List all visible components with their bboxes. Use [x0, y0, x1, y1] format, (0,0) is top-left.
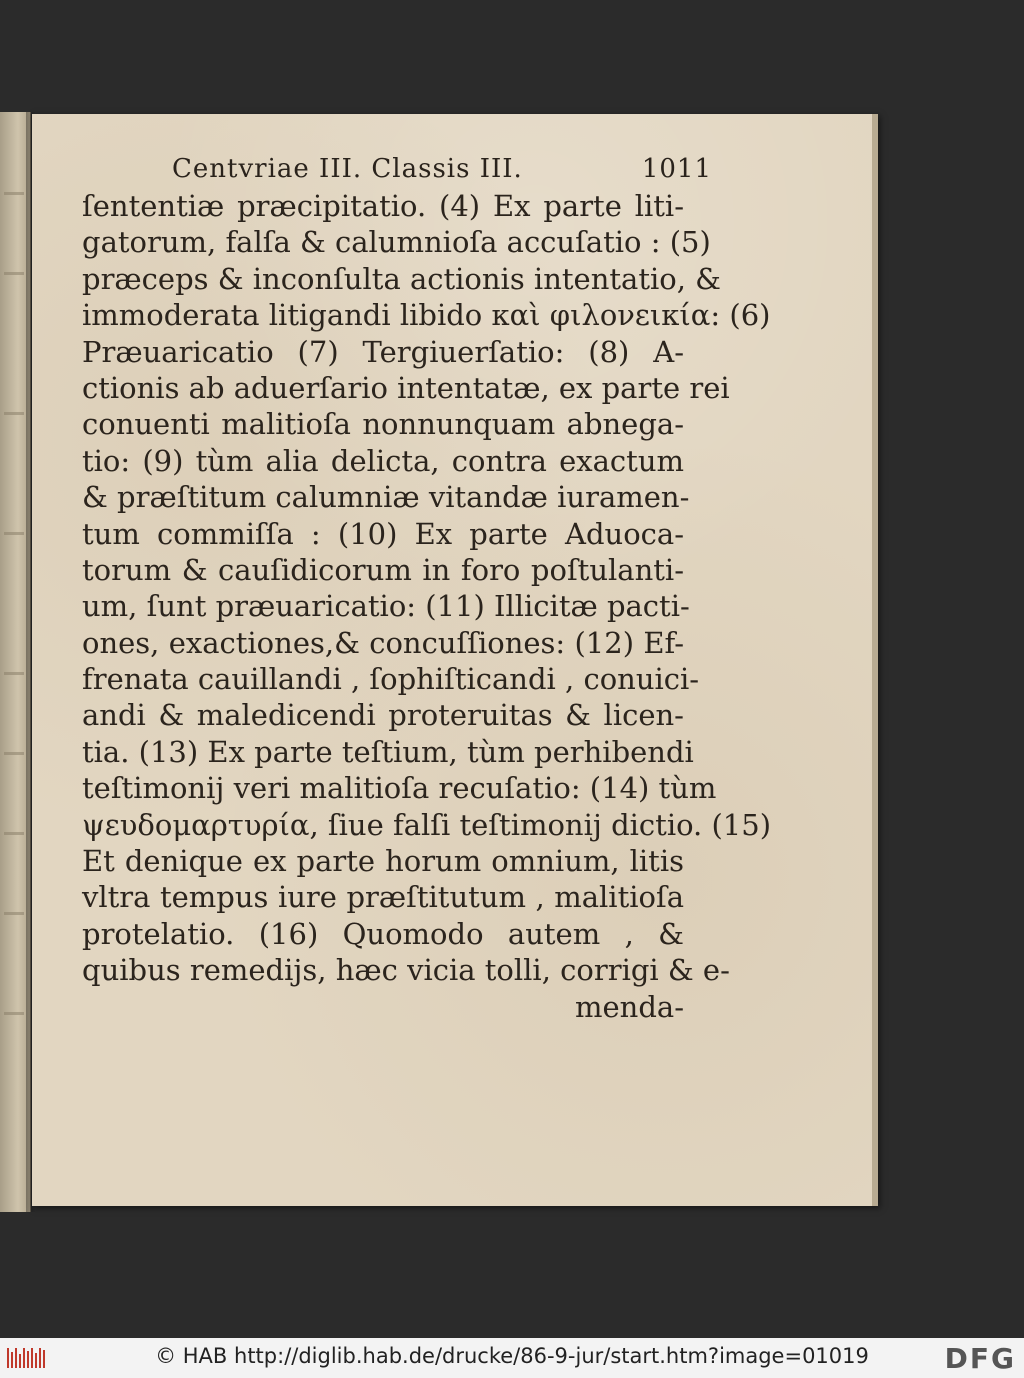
text-line: & præſtitum calumniæ vitandæ iuramen- [82, 480, 690, 515]
text-line: torum & cauſidicorum in foro poſtulanti- [82, 552, 684, 587]
text-line: præceps & inconſulta actionis intentatio, & [82, 261, 721, 296]
page-number: 1011 [641, 154, 712, 184]
text-line: frenata cauillandi , ſophiſticandi , conuici- [82, 662, 700, 697]
text-line: tio: (9) tùm alia delicta, contra exactum [82, 443, 684, 478]
text-line: protelatio. (16) Quomodo autem , & [82, 916, 684, 951]
catchword: menda- [575, 989, 684, 1024]
text-line: ctionis ab aduerſario intentatæ, ex parte rei [82, 370, 730, 405]
text-line: conuenti malitioſa nonnunquam abnega- [82, 407, 684, 442]
footer-bar [0, 1338, 1024, 1378]
dfg-logo: DFG [944, 1342, 1016, 1375]
text-line: tia. (13) Ex parte teſtium, tùm perhibendi [82, 734, 694, 769]
book-page [32, 114, 878, 1206]
header-title: Centvriae III. Classis III. [172, 154, 523, 184]
text-line: ones, exactiones,& concuſſiones: (12) Ef- [82, 625, 684, 660]
text-line: tum commiſſa : (10) Ex parte Aduoca- [82, 516, 684, 551]
body-text [82, 188, 772, 1025]
text-line: ſententiæ præcipitatio. (4) Ex parte liti- [82, 189, 684, 223]
text-line: vltra tempus iure præſtitutum , malitioſa [82, 880, 684, 915]
text-line: andi & maledicendi proteruitas & licen- [82, 698, 684, 733]
text-line: um, ſunt præuaricatio: (11) Illicitæ pacti- [82, 589, 690, 624]
text-line: Præuaricatio (7) Tergiuerſatio: (8) A- [82, 334, 684, 369]
text-line: immoderata litigandi libido καὶ φιλονεικία: (6) [82, 298, 771, 333]
text-line: ψευδομαρτυρία, ſiue falſi teſtimonij dictio. (15) [82, 807, 772, 842]
text-line: teſtimonij veri malitioſa recuſatio: (14) tùm [82, 771, 717, 806]
text-line: gatorum, falſa & calumnioſa accuſatio : (5) [82, 225, 711, 260]
text-line: quibus remedijs, hæc vicia tolli, corrigi & e- [82, 953, 730, 988]
copyright-link[interactable]: © HAB http://diglib.hab.de/drucke/86-9-jur/start.htm?image=01019 [155, 1344, 869, 1368]
text-line: Et denique ex parte horum omnium, litis [82, 844, 684, 879]
